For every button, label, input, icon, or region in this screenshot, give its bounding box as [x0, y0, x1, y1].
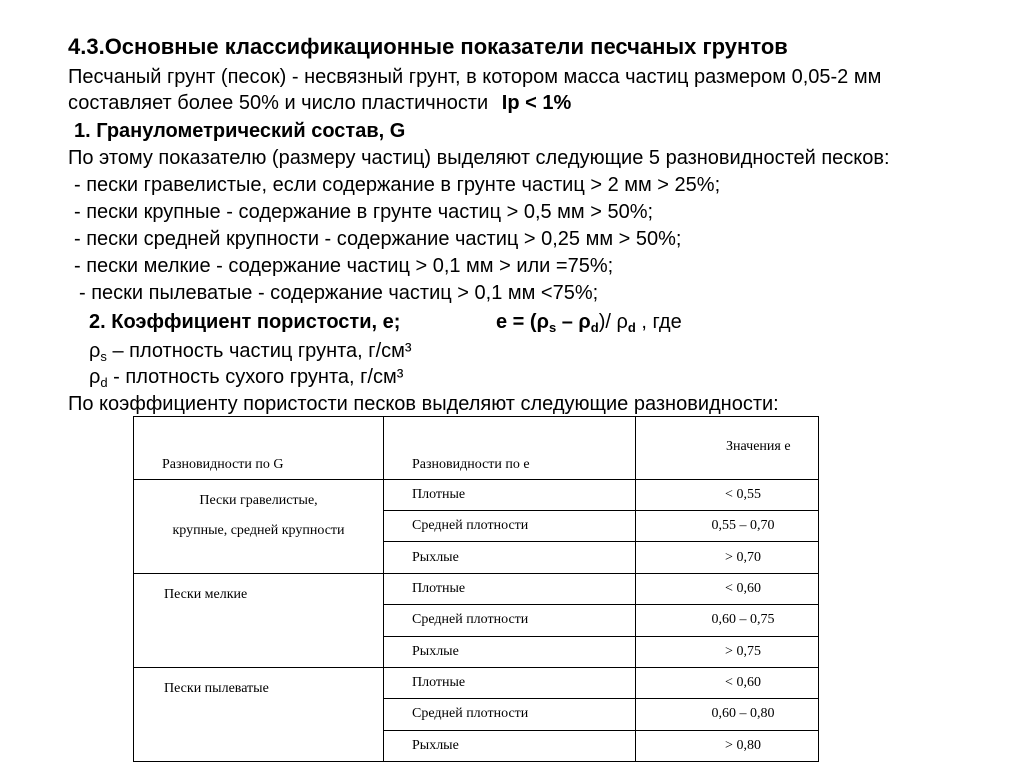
formula-part: )/ ρ [598, 311, 628, 333]
rho-d-text: - плотность сухого грунта, г/см³ [107, 366, 404, 388]
value-cell: > 0,75 [636, 636, 819, 667]
value-cell: < 0,60 [636, 573, 819, 604]
value-cell: > 0,70 [636, 542, 819, 573]
table-row [134, 479, 819, 510]
value-cell: 0,60 – 0,80 [636, 699, 819, 730]
table-header-row [134, 417, 819, 480]
formula-part: е = (ρ [496, 311, 549, 333]
sand-type-item: - пески пылеватые - содержание частиц > 0,1 мм <75%; [79, 282, 599, 304]
sand-type-item: - пески средней крупности - содержание частиц > 0,25 мм > 50%; [74, 228, 682, 250]
value-cell: 0,55 – 0,70 [636, 511, 819, 542]
density-kind-cell: Средней плотности [384, 511, 636, 542]
density-kind-cell: Средней плотности [384, 699, 636, 730]
formula-part: , где [635, 311, 682, 333]
density-kind-cell: Плотные [384, 479, 636, 510]
formula-part: – ρ [556, 311, 591, 333]
plasticity-formula: Ip < 1% [501, 92, 572, 114]
formula-sub: d [590, 320, 599, 335]
section-1-title: 1. Гранулометрический состав, G [74, 120, 406, 142]
page-title: 4.3.Основные классификационные показатели песчаных грунтов [68, 34, 788, 59]
header-cell: Разновидности по е [384, 417, 636, 480]
density-kind-cell: Средней плотности [384, 605, 636, 636]
rho-symbol: ρ [89, 366, 101, 388]
formula-sub: s [548, 320, 557, 335]
rho-sub: d [100, 375, 108, 390]
section-1-intro: По этому показателю (размеру частиц) выделяют следующие 5 разновидностей песков: [68, 147, 890, 169]
density-kind-cell: Рыхлые [384, 542, 636, 573]
sand-type-item: - пески мелкие - содержание частиц > 0,1 мм > или =75%; [74, 255, 614, 277]
group-name: Пески гравелистые, [199, 492, 318, 508]
intro-line-1: Песчаный грунт (песок) - несвязный грунт, в котором масса частиц размером 0,05-2 мм [68, 66, 882, 88]
table-row [134, 667, 819, 698]
group-name: крупные, средней крупности [172, 522, 345, 538]
porosity-classification-table [133, 416, 819, 762]
density-kind-cell: Плотные [384, 573, 636, 604]
section-2-title: 2. Коэффициент пористости, е; [89, 311, 401, 333]
group-cell [134, 667, 384, 761]
value-cell: < 0,55 [636, 479, 819, 510]
group-name: Пески пылеватые [164, 680, 269, 696]
porosity-formula [496, 309, 682, 335]
density-kind-cell: Рыхлые [384, 730, 636, 761]
formula-sub: d [627, 320, 636, 335]
sand-type-item: - пески крупные - содержание в грунте частиц > 0,5 мм > 50%; [74, 201, 654, 223]
value-cell: 0,60 – 0,75 [636, 605, 819, 636]
rho-symbol: ρ [89, 340, 101, 362]
density-kind-cell: Плотные [384, 667, 636, 698]
table-row [134, 573, 819, 604]
density-kind-cell: Рыхлые [384, 636, 636, 667]
value-cell: > 0,80 [636, 730, 819, 761]
group-cell [134, 479, 384, 573]
sand-type-item: - пески гравелистые, если содержание в грунте частиц > 2 мм > 25%; [74, 174, 721, 196]
intro-line-2 [68, 90, 571, 116]
rho-sub: s [100, 349, 107, 364]
rho-s-definition [89, 338, 412, 364]
group-name: Пески мелкие [164, 586, 248, 602]
intro-line-2-text: составляет более 50% и число пластичности [68, 92, 489, 114]
header-cell: Значения е [636, 417, 819, 480]
group-cell [134, 573, 384, 667]
table-intro: По коэффициенту пористости песков выделяют следующие разновидности: [68, 393, 779, 415]
value-cell: < 0,60 [636, 667, 819, 698]
rho-d-definition [89, 364, 403, 390]
rho-s-text: – плотность частиц грунта, г/см³ [106, 340, 412, 362]
header-cell: Разновидности по G [134, 417, 384, 480]
